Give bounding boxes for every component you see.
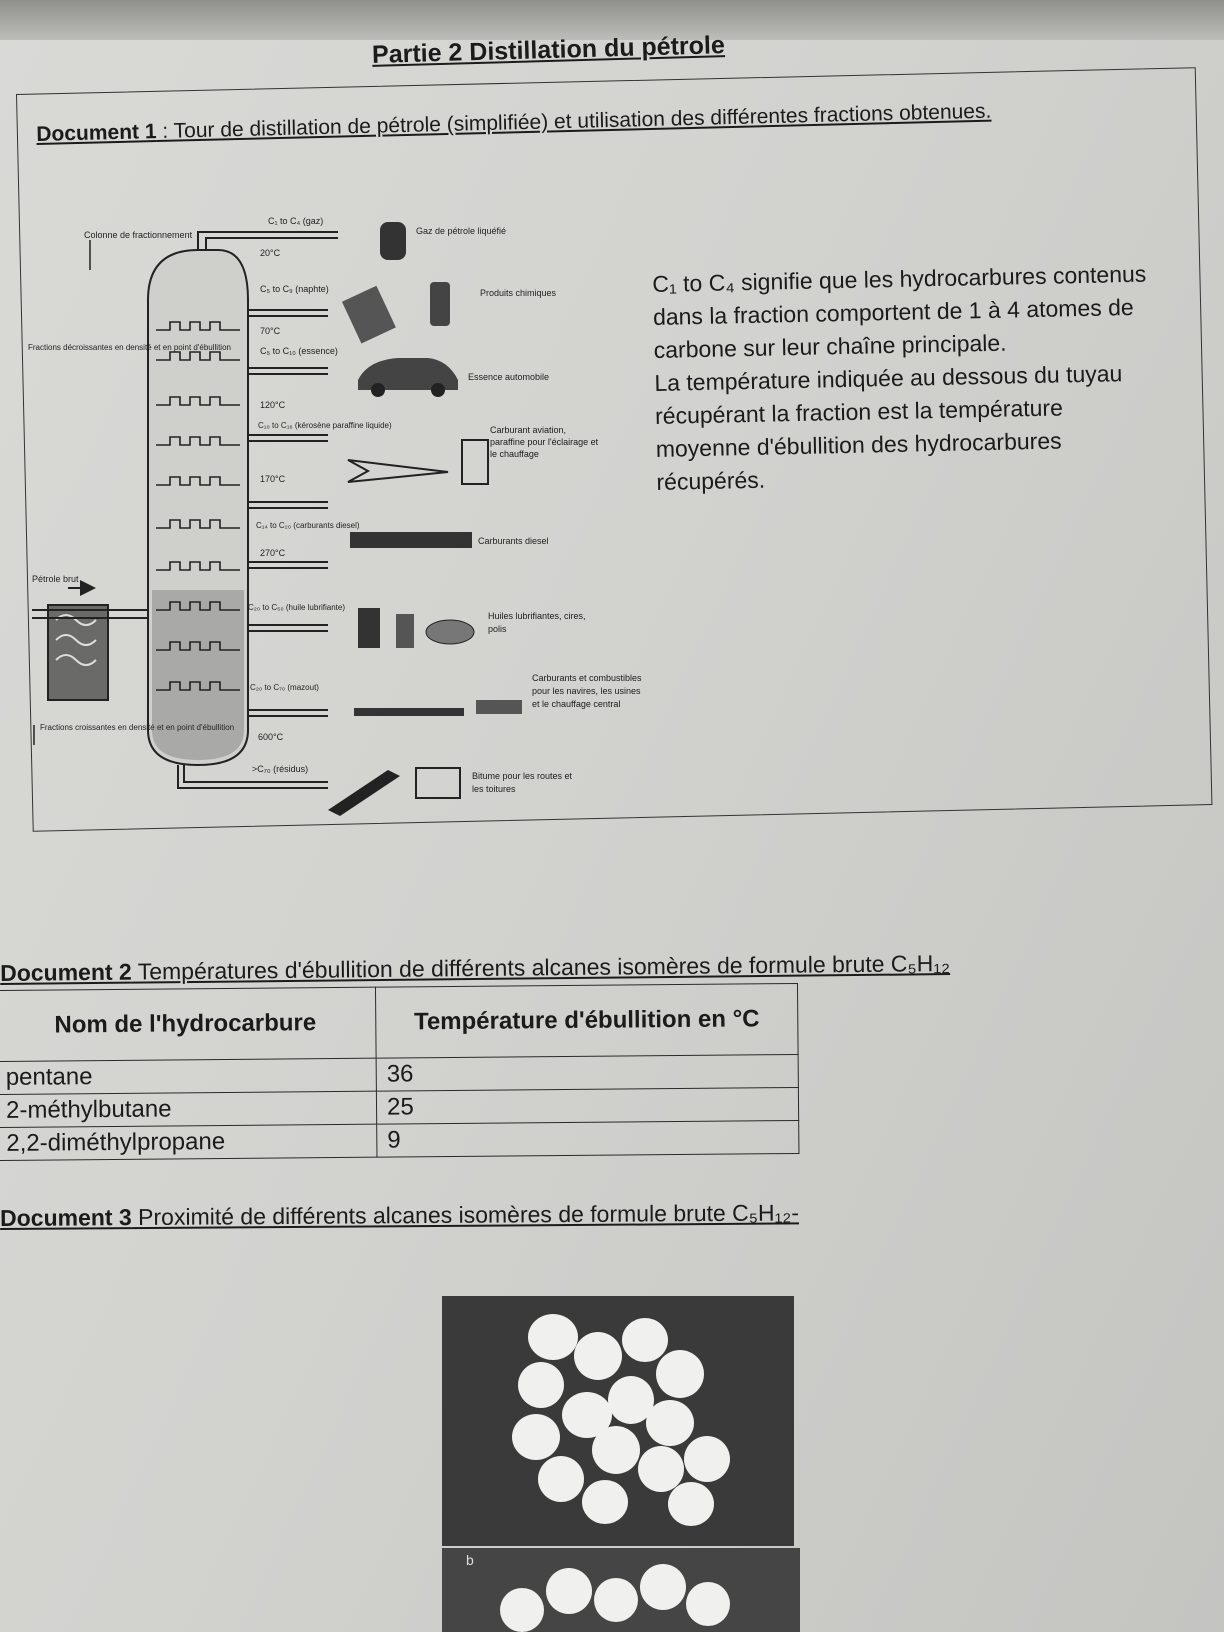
table-row (0, 1120, 799, 1160)
oil-can-icon (358, 608, 380, 648)
use-4-label: Carburant aviation, paraffine pour l'éclairage et le chauffage (490, 425, 599, 459)
factory-icon (476, 700, 522, 714)
explanation-carbon-range: C₁ to C₄ signifie que les hydrocarbures contenus dans la fraction comportent de 1 à 4 atomes de carbone sur leur chaîne principale. (652, 260, 1147, 363)
airplane-icon (348, 460, 448, 482)
document-3-heading-text: Proximité de différents alcanes isomères de formule brute C₅H₁₂- (131, 1199, 800, 1231)
fraction-6-label: C₂₀ to C₅₀ (huile lubrifiante) (248, 603, 346, 612)
molecule-sphere (668, 1482, 714, 1526)
col-header-temperature: Température d'ébullition en °C (375, 983, 798, 1058)
molecule-sphere (546, 1568, 592, 1614)
molecule-packing-photo-b (442, 1548, 800, 1632)
molecule-sphere (594, 1578, 638, 1622)
use-2-label: Produits chimiques (480, 288, 557, 298)
explanation-temperature: La température indiquée au dessous du tuyau récupérant la fraction est la température moyenne d'ébullition des hydrocarbures récupérés. (654, 360, 1123, 495)
fraction-1-label: C₁ to C₄ (gaz) (268, 216, 324, 226)
fraction-7-label: C₂₀ to C₇₀ (mazout) (250, 683, 319, 692)
molecule-sphere (686, 1582, 730, 1626)
molecule-sphere (528, 1314, 578, 1360)
cell-temperature: 9 (377, 1120, 799, 1157)
use-7-label: Carburants et combustibles pour les navires, les usines et le chauffage central (532, 673, 642, 709)
use-3-label: Essence automobile (468, 372, 550, 382)
molecule-sphere (622, 1318, 668, 1362)
car-wheel-icon (371, 383, 385, 397)
molecule-sphere (592, 1426, 640, 1474)
table-header-row (0, 983, 798, 1061)
label-petrole-brut: Pétrole brut (32, 574, 79, 584)
document-2-label: Document 2 (0, 958, 132, 986)
document-3-heading (0, 1199, 799, 1232)
car-wheel-icon (431, 383, 445, 397)
fraction-4-temp: 170°C (260, 474, 286, 484)
cell-name: 2,2-diméthylpropane (0, 1124, 377, 1160)
ship-icon (354, 708, 464, 716)
molecule-sphere (656, 1350, 704, 1398)
molecule-sphere (574, 1332, 622, 1380)
molecule-sphere (646, 1400, 694, 1446)
use-1-label: Gaz de pétrole liquéfié (416, 226, 507, 236)
molecule-sphere (518, 1362, 564, 1408)
page-title: Partie 2 Distillation du pétrole (371, 31, 726, 69)
cell-name: pentane (0, 1058, 376, 1094)
boiling-point-table (0, 983, 799, 1161)
distillation-tower-svg (28, 210, 648, 860)
fraction-3-temp: 120°C (260, 400, 286, 410)
col-header-name: Nom de l'hydrocarbure (0, 987, 376, 1061)
tower-liquid-zone (152, 590, 244, 760)
cell-temperature: 36 (376, 1054, 798, 1091)
fraction-2-temp: 70°C (260, 326, 281, 336)
fraction-1-temp: 20°C (260, 248, 281, 258)
fraction-4-label: C₁₀ to C₁₆ (kérosène paraffine liquide) (258, 421, 392, 430)
road-icon (328, 770, 400, 816)
document-2-heading (0, 950, 950, 987)
molecule-packing-photo-a (442, 1296, 794, 1546)
molecule-sphere (684, 1436, 730, 1482)
document-2-heading-text: Températures d'ébullition de différents alcanes isomères de formule brute C₅H₁₂ (131, 950, 951, 985)
label-fractions-decroissantes: Fractions décroissantes en densité et en point d'ébullition (28, 343, 231, 352)
photo-b-label: b (466, 1552, 474, 1568)
gas-bottle-icon (380, 222, 406, 260)
molecule-sphere (538, 1456, 584, 1502)
chemical-bag-icon (342, 286, 396, 344)
molecule-sphere (640, 1564, 686, 1610)
cell-name: 2-méthylbutane (0, 1091, 377, 1127)
cell-temperature: 25 (376, 1087, 798, 1124)
document-1-explanation (652, 258, 1157, 499)
house-icon (416, 768, 460, 798)
fraction-5-label: C₁₄ to C₂₀ (carburants diesel) (256, 521, 360, 530)
use-8-label: Bitume pour les routes et les toitures (472, 771, 573, 794)
molecule-sphere (512, 1414, 560, 1460)
label-fractions-croissantes: Fractions croissantes en densité et en point d'ébullition (40, 723, 235, 732)
document-1-label: Document 1 (36, 120, 157, 146)
label-colonne: Colonne de fractionnement (84, 230, 193, 240)
distillation-tower-diagram (28, 210, 648, 860)
molecule-sphere (500, 1588, 544, 1632)
lubricant-bottle-icon (396, 614, 414, 648)
use-6-label: Huiles lubrifiantes, cires, polis (488, 611, 586, 634)
use-5-label: Carburants diesel (478, 536, 549, 546)
polish-tin-icon (426, 620, 474, 644)
train-icon (350, 532, 472, 548)
molecule-sphere (582, 1480, 628, 1524)
fraction-5-temp: 270°C (260, 548, 286, 558)
fraction-2-label: C₅ to C₉ (naphte) (260, 284, 329, 294)
document-1-heading-text: : Tour de distillation de pétrole (simplifiée) et utilisation des différentes fractions obtenues. (156, 99, 992, 144)
chemical-bottle-icon (430, 282, 450, 326)
fraction-7-temp: 600°C (258, 732, 284, 742)
paraffin-can-icon (462, 440, 488, 484)
document-3-label: Document 3 (0, 1204, 132, 1231)
fraction-3-label: C₅ to C₁₀ (essence) (260, 346, 338, 356)
fraction-8-label: >C₇₀ (résidus) (252, 764, 309, 774)
